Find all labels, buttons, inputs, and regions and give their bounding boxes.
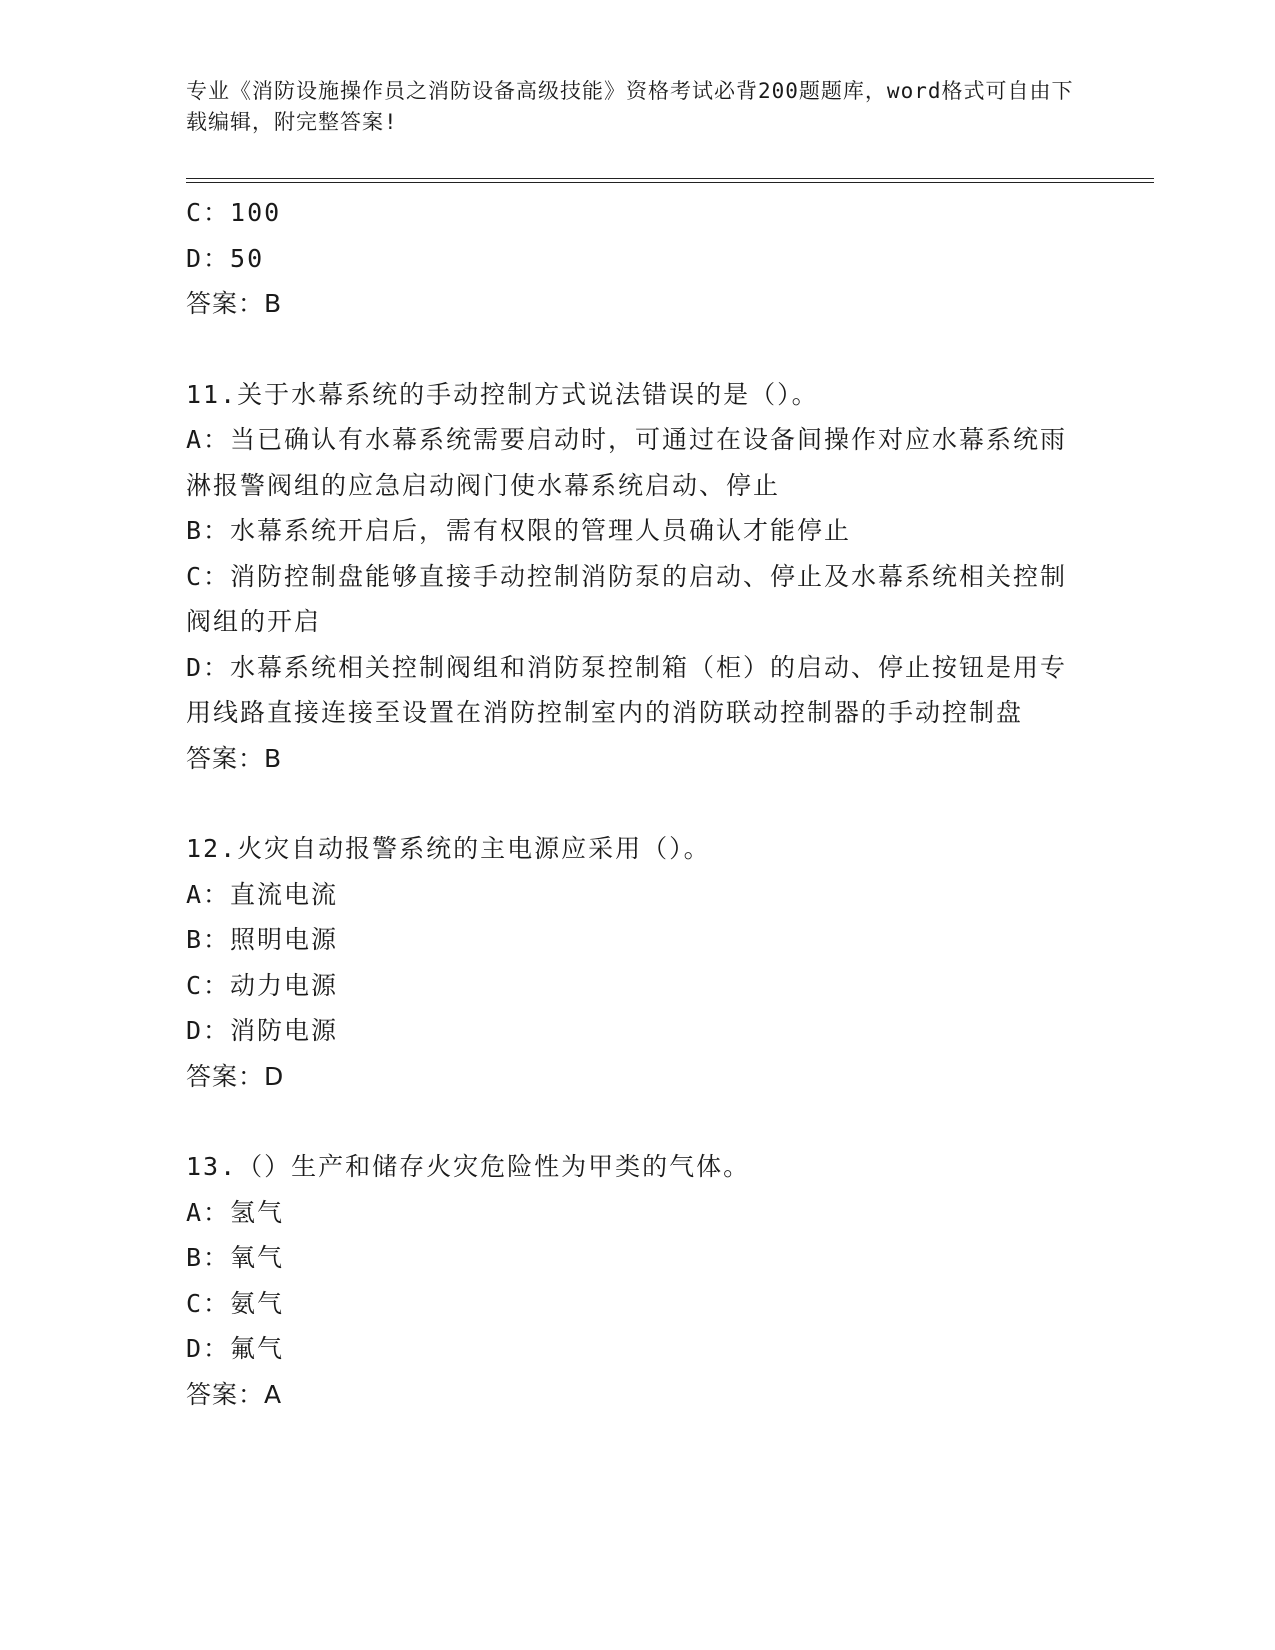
option-c: C：动力电源 xyxy=(186,970,339,1000)
document-header: 专业《消防设施操作员之消防设备高级技能》资格考试必背200题题库，word格式可自由下载编辑，附完整答案! xyxy=(186,79,1074,134)
answer-line: 答案：B xyxy=(186,289,283,318)
question-11 xyxy=(186,372,1086,782)
option-d: D：消防电源 xyxy=(186,1016,339,1045)
question-stem: 13.（）生产和储存火灾危险性为甲类的气体。 xyxy=(186,1152,751,1181)
header-divider xyxy=(186,178,1154,183)
option-a: A：氢气 xyxy=(186,1197,285,1227)
answer-line: 答案：A xyxy=(186,1379,283,1409)
spacer xyxy=(186,327,1086,372)
prev-question-tail xyxy=(186,190,1086,327)
option-c: C：氨气 xyxy=(186,1288,285,1318)
answer-line: 答案：B xyxy=(186,743,283,773)
option-a: A：当已确认有水幕系统需要启动时，可通过在设备间操作对应水幕系统雨淋报警阀组的应急启动阀门使水幕系统启动、停止 xyxy=(186,425,1068,500)
option-d: D：水幕系统相关控制阀组和消防泵控制箱（柜）的启动、停止按钮是用专用线路直接连接至设置在消防控制室内的消防联动控制器的手动控制盘 xyxy=(186,652,1068,727)
option-d: D：50 xyxy=(186,243,265,273)
spacer xyxy=(186,1099,1086,1144)
question-stem: 12.火灾自动报警系统的主电源应采用（）。 xyxy=(186,834,711,863)
option-b: B：氧气 xyxy=(186,1243,285,1272)
option-c: C：消防控制盘能够直接手动控制消防泵的启动、停止及水幕系统相关控制阀组的开启 xyxy=(186,561,1068,636)
question-stem: 11.关于水幕系统的手动控制方式说法错误的是（）。 xyxy=(186,379,819,409)
option-c: C：100 xyxy=(186,198,282,227)
option-b: B：水幕系统开启后，需有权限的管理人员确认才能停止 xyxy=(186,516,852,545)
option-b: B：照明电源 xyxy=(186,925,339,954)
answer-line: 答案：D xyxy=(186,1061,285,1091)
option-a: A：直流电流 xyxy=(186,879,339,909)
document-body xyxy=(186,190,1086,1417)
question-13 xyxy=(186,1144,1086,1417)
spacer xyxy=(186,781,1086,826)
option-d: D：氟气 xyxy=(186,1334,285,1363)
question-12 xyxy=(186,826,1086,1099)
